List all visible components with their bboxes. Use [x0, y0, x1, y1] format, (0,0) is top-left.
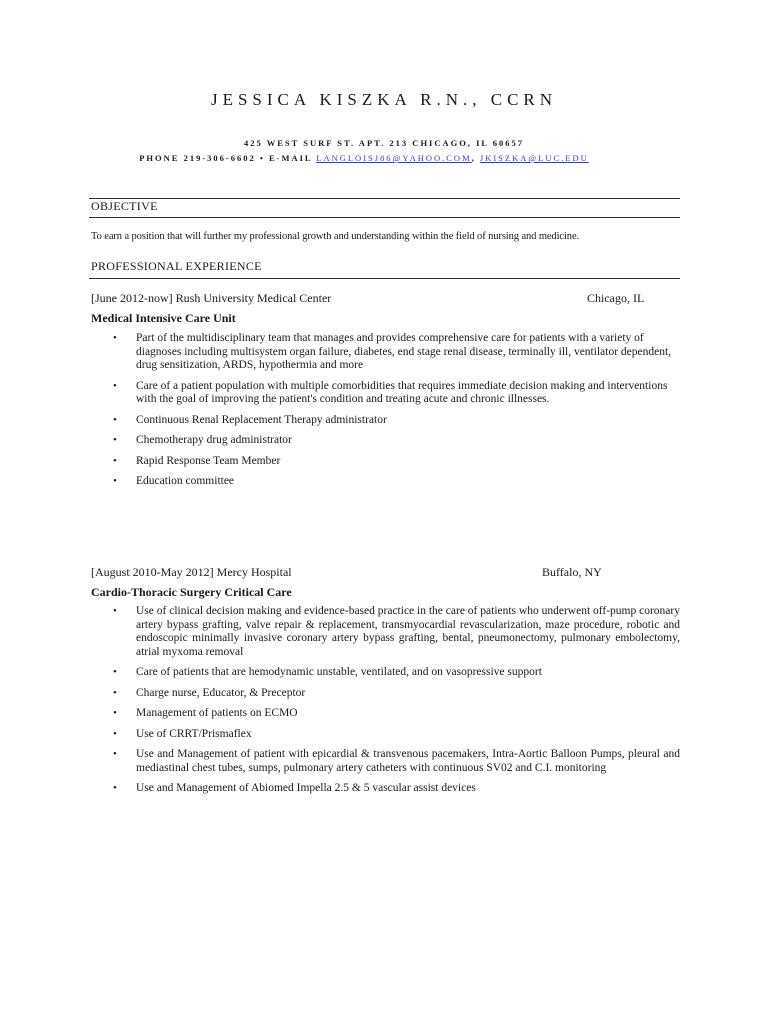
address-line: 425 WEST SURF ST. APT. 213 CHICAGO, IL 60657: [244, 138, 524, 148]
job-header: [91, 291, 680, 306]
list-item: • Use of clinical decision making and evidence-based practice in the care of patients who underwent off-pump coronary artery bypass grafting, valve repair & replacement, transmyocardial revascularization, maze procedure, robotic and endoscopic minimally invasive coronary artery bypass grafting, bental, pneumonectomy, pulmonary embolectomy, atrial myxoma removal: [113, 605, 680, 658]
job-location: Buffalo, NY: [542, 565, 602, 579]
divider: [89, 217, 680, 218]
list-item: • Use and Management of Abiomed Impella 2.5 & 5 vascular assist devices: [113, 782, 476, 794]
list-item: • Rapid Response Team Member: [113, 454, 281, 467]
experience-heading: PROFESSIONAL EXPERIENCE: [91, 259, 262, 273]
job-dates-employer: [August 2010-May 2012] Mercy Hospital: [91, 565, 292, 579]
bullet-icon: •: [113, 748, 117, 760]
phone-text: PHONE 219-306-6602 • E-MAIL: [139, 153, 313, 163]
bullet-icon: •: [113, 727, 117, 740]
bullet-icon: •: [113, 454, 117, 467]
email-link-yahoo[interactable]: LANGLOISJ86@YAHOO.COM: [316, 153, 472, 163]
job-location: Chicago, IL: [587, 291, 645, 305]
job-duties-list: [91, 605, 680, 803]
bullet-icon: •: [113, 434, 117, 446]
candidate-name: JESSICA KISZKA R.N., CCRN: [210, 90, 558, 109]
job-dates-employer: [June 2012-now] Rush University Medical Center: [91, 291, 332, 305]
list-item: • Continuous Renal Replacement Therapy administrator: [113, 413, 387, 426]
objective-text: To earn a position that will further my professional growth and understanding within the field of nursing and medicine.: [91, 231, 580, 242]
objective-heading: OBJECTIVE: [91, 199, 158, 213]
bullet-icon: •: [113, 707, 117, 719]
list-item: • Charge nurse, Educator, & Preceptor: [113, 686, 306, 699]
list-item: • Part of the multidisciplinary team that manages and provides comprehensive care for patients with a variety of diagnoses including multisystem organ failure, diabetes, end stage renal disease, terminally ill, ventilator dependent, drug sensitization, ARDS, hypothermia and more: [113, 332, 672, 371]
bullet-icon: •: [113, 782, 117, 794]
bullet-icon: •: [113, 413, 117, 426]
job-duties-list: [91, 332, 680, 496]
list-item: • Use and Management of patient with epicardial & transvenous pacemakers, Intra-Aortic Balloon Pumps, pleural and mediastinal chest tubes, sumps, pulmonary artery catheters with continuous SV02 and C.I. monitoring: [113, 748, 680, 774]
divider: [89, 198, 680, 199]
bullet-icon: •: [113, 666, 117, 678]
list-item: • Use of CRRT/Prismaflex: [113, 727, 252, 740]
list-item: • Care of a patient population with multiple comorbidities that requires immediate decision making and interventions with the goal of improving the patient's condition and treating acute and chronic illnesses.: [113, 379, 668, 405]
list-item: • Care of patients that are hemodynamic unstable, ventilated, and on vasopressive support: [113, 666, 542, 678]
job-unit: Cardio-Thoracic Surgery Critical Care: [91, 585, 292, 599]
list-item: • Management of patients on ECMO: [113, 707, 298, 719]
job-header: [91, 565, 680, 580]
list-item: • Chemotherapy drug administrator: [113, 434, 292, 446]
email-separator: ,: [471, 153, 476, 163]
contact-line: [0, 153, 728, 163]
job-unit: Medical Intensive Care Unit: [91, 311, 236, 325]
bullet-icon: •: [113, 379, 117, 392]
bullet-icon: •: [113, 686, 117, 699]
email-link-luc[interactable]: JKISZKA@LUC.EDU: [479, 153, 589, 163]
list-item: • Education committee: [113, 475, 235, 487]
bullet-icon: •: [113, 332, 117, 344]
divider: [89, 278, 680, 279]
bullet-icon: •: [113, 605, 117, 617]
bullet-icon: •: [113, 475, 117, 487]
